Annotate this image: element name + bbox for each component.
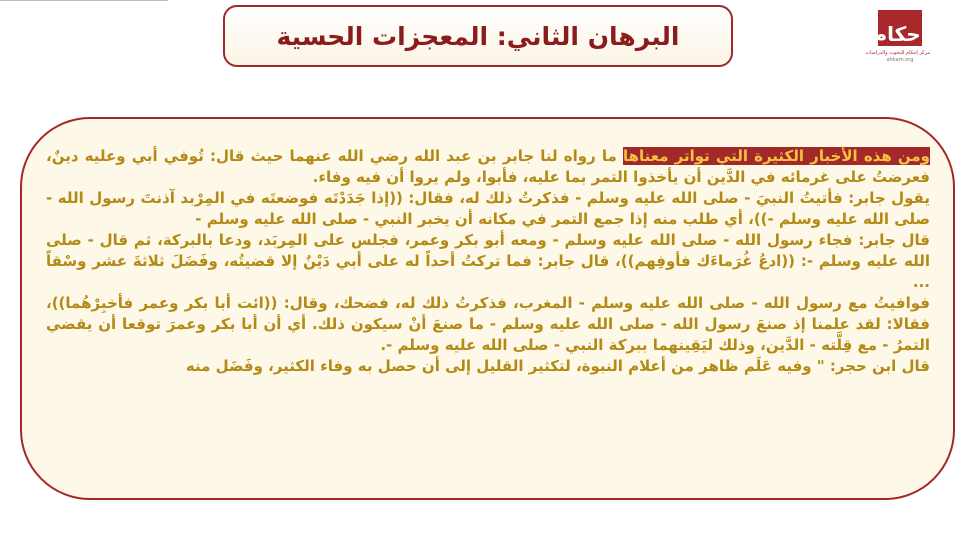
paragraph-1-text: ما رواه لنا جابر بن عبد الله رضي الله عنهما حيث قال: تُوفي أبي وعليه دينٌ، فعرضتُ على غرمائه في الدَّين أن يأخذوا التمر بما عليه، فأبوا، ولم يروا أن فيه وفاء. [46,147,930,186]
highlighted-phrase: ومن هذه الأخبار الكثيرة التي تواتر معناها [622,147,930,165]
logo-subtitle: مركز إحكام للبحوث والدراسات [865,50,930,56]
title-box [223,5,733,67]
content-body [46,146,930,377]
paragraph-3: قال جابر: فجاء رسول الله - صلى الله عليه وسلم - ومعه أبو بكر وعمر، فجلس على المِربَد، ودعا بالبركة، ثم قال - صلى الله عليه وسلم -: ((ادعُ غُرَماءَك فأوفِهم))، قال جابر: فما تركتُ أحداً له على أبي دَيْنٌ إلا قضيتُه، وفَضَلَ ثلاثةَ عشر وسْقاً ... [46,231,930,291]
logo-mark: إحكام [878,10,922,46]
paragraph-2: يقول جابر: فأتيتُ النبيَ - صلى الله عليه وسلم - فذكرتُ ذلك له، فقال: ((إذا جَدَدْتَه فوضعتَه في المِرْبد آذنتَ رسول الله - صلى الله عليه وسلم -))، أي طلب منه إذا جمع التمر في مكانه أن يخبر النبي - صلى الله عليه وسلم - [46,189,930,228]
paragraph-5: قال ابن حجر: " وفيه عَلَم ظاهر من أعلام النبوة، لتكثير القليل إلى أن حصل به وفاء الكثير، وفَضَل منه [185,357,930,375]
logo-subtitle-2: ahkam.org [886,57,914,63]
top-divider [0,0,168,1]
paragraph-4: فوافيتُ مع رسول الله - صلى الله عليه وسلم - المغرب، فذكرتُ ذلك له، فضحك، وقال: ((ائت أبا بكر وعمر فأخبِرْهُما))، فقالا: لقد علمنا إذ صنعَ رسول الله - صلى الله عليه وسلم - ما صنعَ أنْ سيكون ذلك. أي أن أبا بكر وعمرَ توقعا أن يقضي التمرُ - مع قِلَّته - الدَّين، وذلك ليَقِينهما ببركة النبي - صلى الله عليه وسلم -. [46,294,930,354]
slide-title: البرهان الثاني: المعجزات الحسية [276,21,680,51]
paragraph-1 [46,146,930,188]
logo [866,4,932,66]
